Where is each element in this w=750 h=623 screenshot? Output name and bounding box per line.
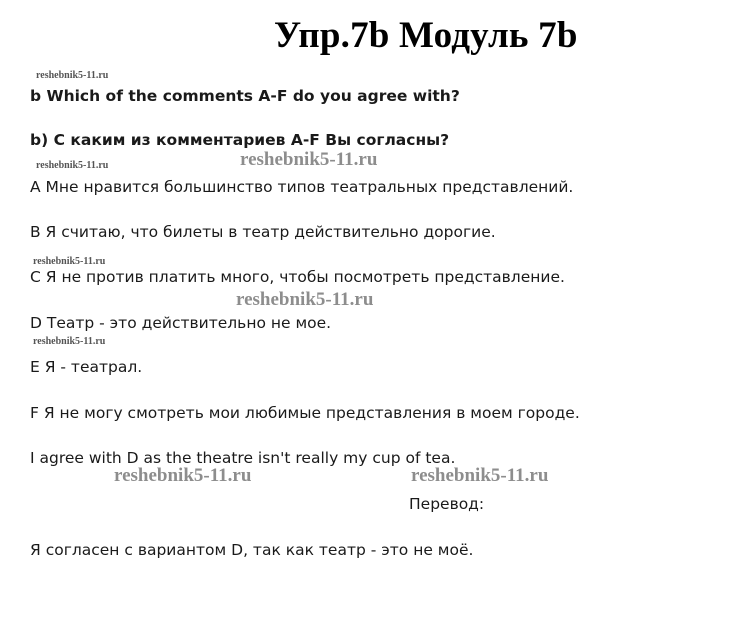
question-russian: b) С каким из комментариев A-F Вы согласны? xyxy=(30,131,450,149)
watermark-large: reshebnik5-11.ru xyxy=(411,465,549,486)
watermark-large: reshebnik5-11.ru xyxy=(236,289,374,310)
watermark-large: reshebnik5-11.ru xyxy=(114,465,252,486)
watermark-small: reshebnik5-11.ru xyxy=(36,160,109,171)
option-a: A Мне нравится большинство типов театральных представлений. xyxy=(30,178,574,196)
option-f: F Я не могу смотреть мои любимые представления в моем городе. xyxy=(30,404,580,422)
option-b: B Я считаю, что билеты в театр действительно дорогие. xyxy=(30,223,496,241)
translation-text: Я согласен с вариантом D, так как театр - это не моё. xyxy=(30,541,474,559)
watermark-small: reshebnik5-11.ru xyxy=(33,336,106,347)
option-d: D Театр - это действительно не мое. xyxy=(30,314,332,332)
option-e: E Я - театрал. xyxy=(30,358,143,376)
option-c: C Я не против платить много, чтобы посмотреть представление. xyxy=(30,268,565,286)
translation-label: Перевод: xyxy=(409,495,485,513)
watermark-small: reshebnik5-11.ru xyxy=(33,256,106,267)
page-title: Упр.7b Модуль 7b xyxy=(274,15,578,56)
watermark-small: reshebnik5-11.ru xyxy=(36,70,109,81)
watermark-large: reshebnik5-11.ru xyxy=(240,149,378,170)
question-english: b Which of the comments A-F do you agree with? xyxy=(30,87,460,105)
answer-text: I agree with D as the theatre isn't really my cup of tea. xyxy=(30,449,456,467)
